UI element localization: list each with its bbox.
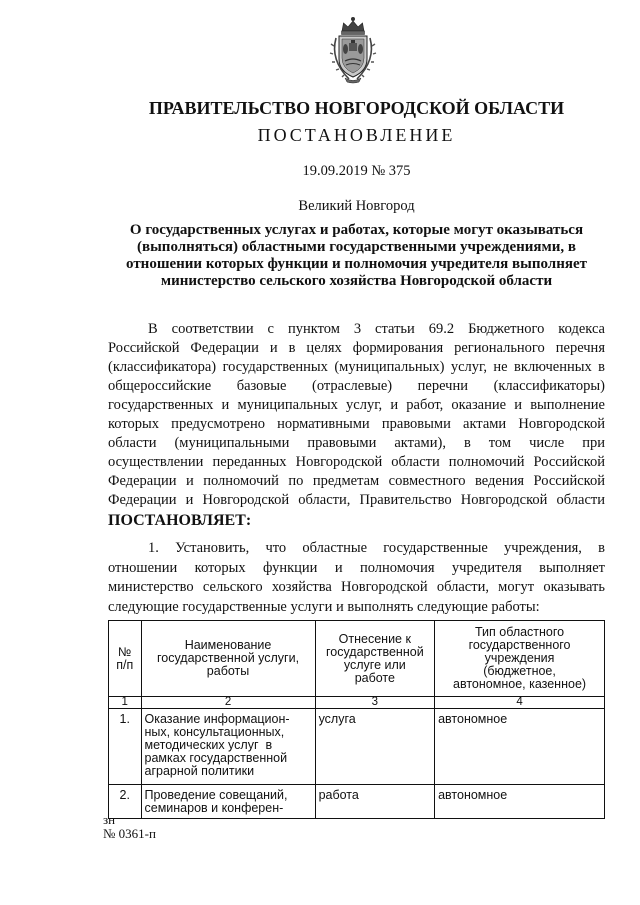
paragraph-line: Федерации и Новгородской области, Правительство Новгородской области <box>108 492 605 508</box>
table-header-cell-category: Отнесение к государственной услуге или работе <box>315 621 435 697</box>
table-cell-category: работа <box>315 785 435 819</box>
executor-initials: зн <box>103 812 116 827</box>
subject-line: отношении которых функции и полномочия учредителя выполняет <box>126 256 587 272</box>
document-date-number: 19.09.2019 № 375 <box>302 163 411 179</box>
column-number-cell: 4 <box>435 697 605 709</box>
column-number-cell: 3 <box>315 697 435 709</box>
column-number-cell: 2 <box>141 697 315 709</box>
table-header-cell-institution-type: Тип областного государственного учреждения (бюджетное, автономное, казенное) <box>435 621 605 697</box>
clause-1-paragraph <box>108 539 605 617</box>
paragraph-line: общероссийские базовые (отраслевые) перечни (классификаторы) <box>108 378 605 394</box>
paragraph-line: области (муниципальными правовыми актами), в том числе при <box>108 435 605 451</box>
table-cell-number: 1. <box>109 709 142 785</box>
paragraph-line: министерство сельского хозяйства Новгородской области, могут оказывать <box>108 579 605 595</box>
document-code: № 0361-п <box>103 826 156 841</box>
issuing-authority: ПРАВИТЕЛЬСТВО НОВГОРОДСКОЙ ОБЛАСТИ <box>148 98 565 118</box>
services-table <box>108 620 605 819</box>
preamble-paragraph <box>108 320 605 510</box>
table-row <box>109 709 605 785</box>
paragraph-line: В соответствии с пунктом 3 статьи 69.2 Бюджетного кодекса <box>148 321 605 337</box>
table-row <box>109 785 605 819</box>
paragraph-line: (классификатора) государственных (муниципальных) услуг, не включенных в <box>108 359 605 375</box>
table-header-cell-name: Наименование государственной услуги, работы <box>141 621 315 697</box>
table-cell-institution-type: автономное <box>435 785 605 819</box>
resolves-keyword: ПОСТАНОВЛЯЕТ: <box>108 512 252 529</box>
document-type: ПОСТАНОВЛЕНИЕ <box>257 125 456 145</box>
document-subject <box>108 222 605 290</box>
paragraph-line: государственных и муниципальных услуг, и работ, оказание и выполнение <box>108 397 605 413</box>
document-footer <box>103 813 156 841</box>
coat-of-arms-icon <box>325 16 381 84</box>
table-cell-name: Проведение совещаний, семинаров и конферен- <box>141 785 315 819</box>
paragraph-line: отношении которых функции и полномочия учредителя выполняет <box>108 559 605 576</box>
paragraph-line: осуществлении переданных Новгородской области полномочий Российской <box>108 454 605 470</box>
table-header-row <box>109 621 605 697</box>
table-cell-name: Оказание информацион- ных, консультационных, методических услуг в рамках государственной аграрной политики <box>141 709 315 785</box>
document-city: Великий Новгород <box>298 198 415 214</box>
table-cell-number: 2. <box>109 785 142 819</box>
paragraph-line: следующие государственные услуги и выполнять следующие работы: <box>108 598 540 615</box>
paragraph-line: которых предусмотрено нормативными правовыми актами Новгородской <box>108 416 605 432</box>
paragraph-line: Федерации и полномочий по предметам совместного ведения Российской <box>108 473 605 489</box>
paragraph-line: 1. Установить, что областные государственные учреждения, в <box>148 540 605 556</box>
table-cell-category: услуга <box>315 709 435 785</box>
paragraph-line: Российской Федерации и в целях формирования регионального перечня <box>108 340 605 356</box>
subject-line: министерство сельского хозяйства Новгородской области <box>160 273 553 289</box>
table-column-numbers-row <box>109 697 605 709</box>
subject-line: (выполняться) областными государственными учреждениями, в <box>137 239 576 255</box>
column-number-cell: 1 <box>109 697 142 709</box>
table-cell-institution-type: автономное <box>435 709 605 785</box>
table-header-cell-number: № п/п <box>109 621 142 697</box>
subject-line: О государственных услугах и работах, которые могут оказываться <box>129 222 584 238</box>
